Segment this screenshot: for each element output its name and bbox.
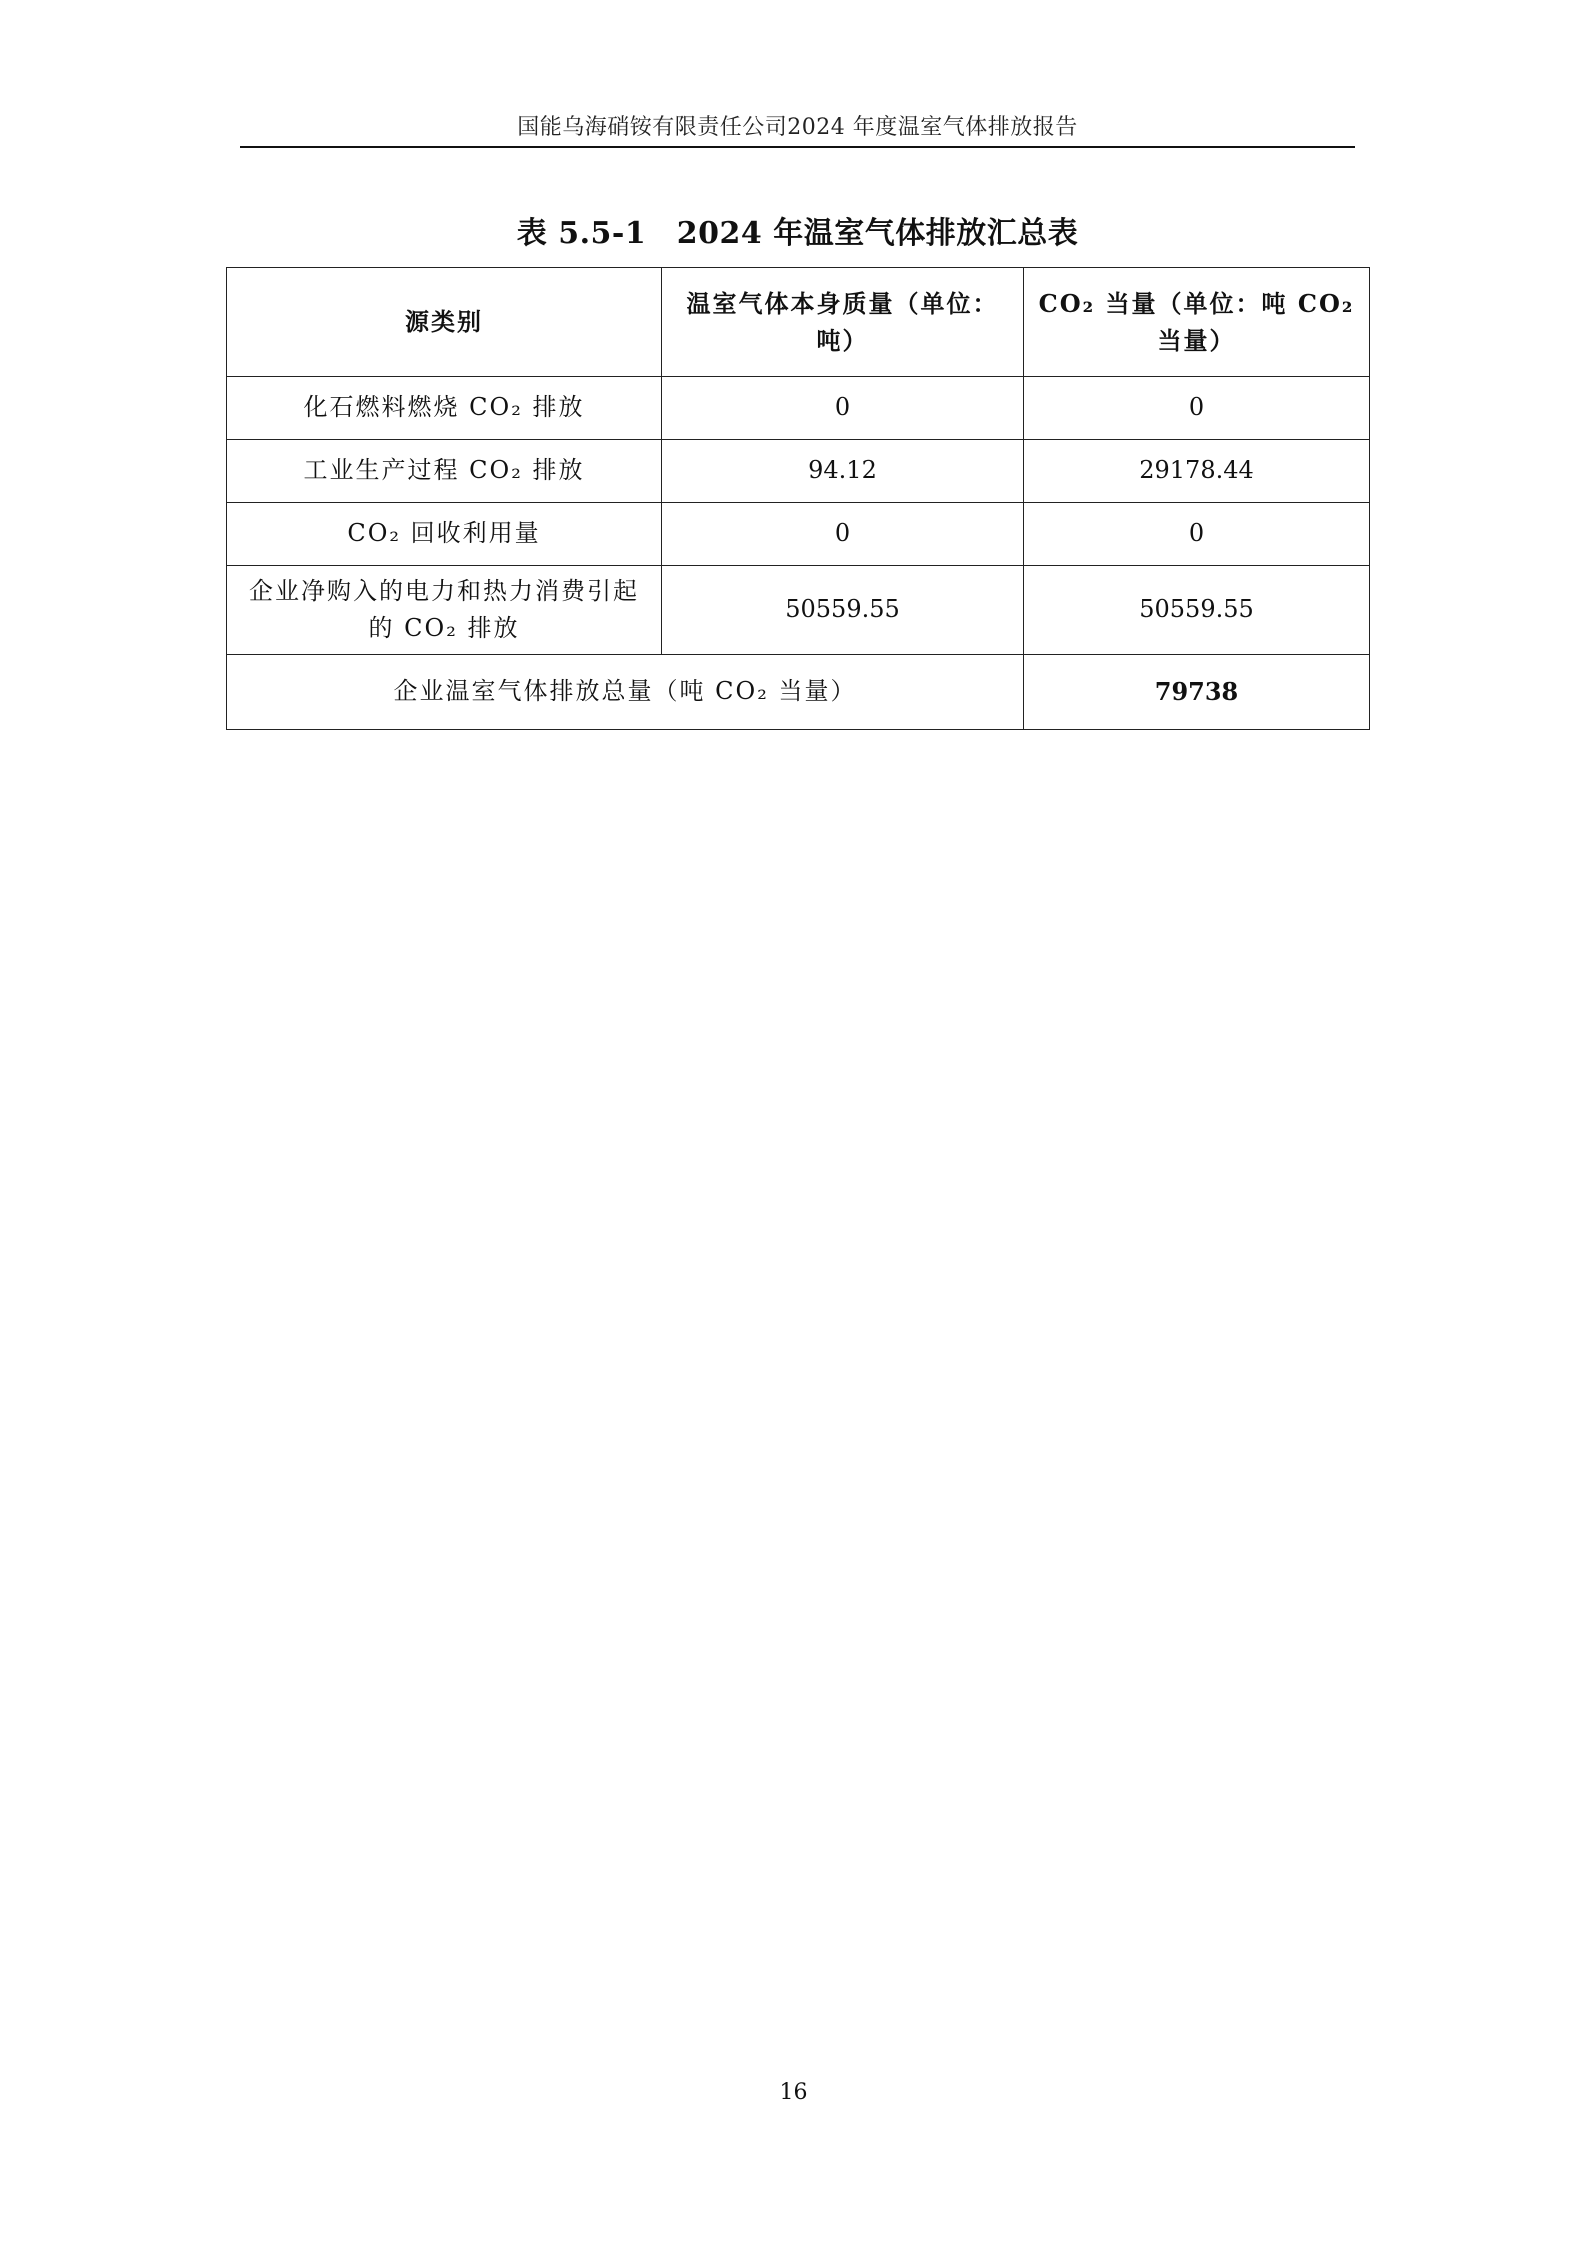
table-row bbox=[227, 566, 1370, 655]
mass-cell: 50559.55 bbox=[662, 566, 1024, 655]
emission-summary-table bbox=[226, 267, 1370, 730]
column-header-co2e: CO₂ 当量（单位：吨 CO₂ 当量） bbox=[1024, 268, 1370, 377]
source-cell: 工业生产过程 CO₂ 排放 bbox=[227, 440, 662, 503]
co2e-cell: 50559.55 bbox=[1024, 566, 1370, 655]
table-row bbox=[227, 503, 1370, 566]
table-row bbox=[227, 377, 1370, 440]
mass-cell: 0 bbox=[662, 503, 1024, 566]
table-caption: 表 5.5-1 2024 年温室气体排放汇总表 bbox=[516, 216, 1079, 251]
header-rule bbox=[240, 146, 1355, 148]
mass-cell: 0 bbox=[662, 377, 1024, 440]
column-header-mass: 温室气体本身质量（单位：吨） bbox=[662, 268, 1024, 377]
source-cell: 企业净购入的电力和热力消费引起的 CO₂ 排放 bbox=[227, 566, 662, 655]
total-row bbox=[227, 655, 1370, 730]
source-cell: CO₂ 回收利用量 bbox=[227, 503, 662, 566]
source-cell: 化石燃料燃烧 CO₂ 排放 bbox=[227, 377, 662, 440]
page-number: 16 bbox=[779, 2080, 808, 2105]
table-row bbox=[227, 440, 1370, 503]
total-label: 企业温室气体排放总量（吨 CO₂ 当量） bbox=[227, 655, 1024, 730]
co2e-cell: 29178.44 bbox=[1024, 440, 1370, 503]
table-header-row bbox=[227, 268, 1370, 377]
co2e-cell: 0 bbox=[1024, 503, 1370, 566]
page-header: 国能乌海硝铵有限责任公司2024 年度温室气体排放报告 bbox=[517, 115, 1078, 140]
co2e-cell: 0 bbox=[1024, 377, 1370, 440]
mass-cell: 94.12 bbox=[662, 440, 1024, 503]
column-header-source: 源类别 bbox=[227, 268, 662, 377]
total-value: 79738 bbox=[1024, 655, 1370, 730]
